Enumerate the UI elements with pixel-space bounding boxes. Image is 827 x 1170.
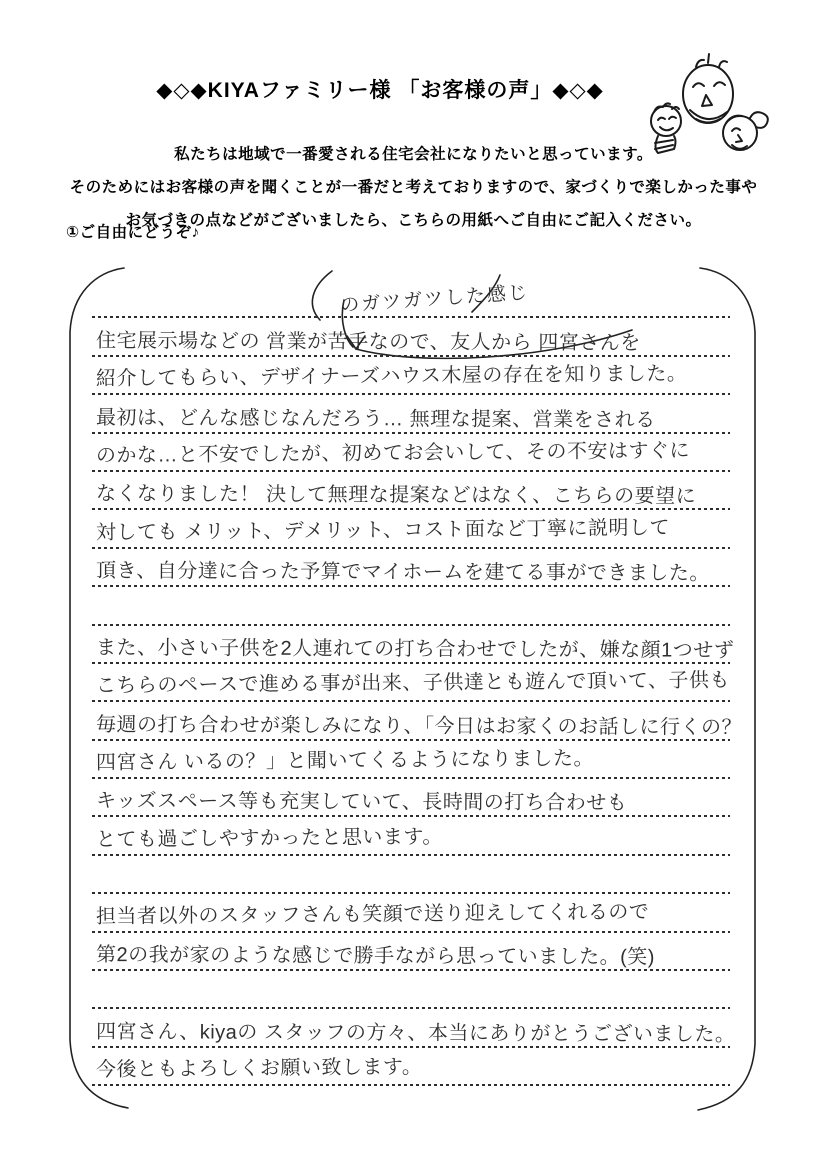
handwriting-text: 対しても メリット、デメリット、コスト面など丁寧に説明して [95, 516, 671, 544]
doodle-hair-bun [750, 112, 768, 128]
handwritten-line [92, 702, 743, 740]
intro-line-2: そのためにはお客様の声を聞くことが一番だと考えておりますので、家づくりで楽しかった事や [69, 179, 758, 196]
free-entry-prompt: ①ご自由にどうぞ♪ [66, 224, 200, 241]
handwriting-text: 頂き、自分達に合った予算でマイホームを建てる事ができました。 [96, 560, 710, 585]
handwriting-text: 今後ともよろしくお願い致します。 [95, 1056, 423, 1082]
handwritten-line [92, 1009, 736, 1047]
handwriting-text: キッズスペース等も充実していて、長時間の打ち合わせも [96, 790, 628, 815]
handwritten-line [92, 587, 730, 625]
handwriting-text: 住宅展示場などの 営業が苦手なので、友人から 四宮さんを [96, 329, 641, 355]
handwritten-line [92, 971, 730, 1009]
doodle-eye [669, 117, 676, 119]
doodle-eye [658, 118, 665, 120]
handwritten-line [92, 779, 730, 817]
handwriting-text: 四宮さん、kiyaの スタッフの方々、本当にありがとうございました。 [96, 1020, 736, 1046]
handwriting-text: 担当者以外のスタッフさんも笑顔で送り迎えしてくれるので [95, 900, 650, 928]
handwriting-text: なくなりました！ 決して無理な提案などはなく、こちらの要望に [96, 483, 697, 508]
doodle-eye [732, 128, 740, 131]
handwriting-text: のかな…と不安でしたが、初めてお会いして、その不安はすぐに [95, 439, 691, 467]
handwriting-text: 毎週の打ち合わせが楽しみになり、「今日はお家くのお話しに行くの？ [96, 713, 743, 739]
handwritten-line [92, 280, 730, 318]
handwriting-text: とても過ごしやすかったと思います。 [95, 825, 443, 851]
handwriting-text: 最初は、どんな感じなんだろう… 無理な提案、営業をされる [96, 406, 656, 432]
doodle-hair [708, 54, 709, 63]
doodle-mouth [660, 127, 673, 130]
doodle-nose [702, 95, 712, 106]
handwriting-text: 第2の我が家のような感じで勝手ながら思っていました。(笑) [96, 944, 656, 969]
handwritten-line [92, 318, 730, 356]
page-title: ◆◇◆KIYAファミリー様 「お客様の声」◆◇◆ [156, 79, 604, 102]
doodle-eye [693, 83, 704, 87]
handwritten-line [92, 1048, 730, 1086]
doodle-hair [719, 61, 727, 67]
handwritten-line [92, 395, 730, 433]
handwritten-line [92, 472, 730, 510]
doodle-stripe [655, 140, 673, 143]
handwritten-line [92, 549, 730, 587]
handwriting-text: こちらのペースで進める事が出来、子供達とも遊んで頂いて、子供も [95, 669, 731, 698]
doodle-eye [714, 82, 725, 86]
insertion-annotation: のガツガツした感じ [339, 282, 530, 317]
intro-line-3: お気づきの点などがございましたら、こちらの用紙へご自由にご記入ください。 [125, 212, 702, 229]
handwritten-line [92, 741, 730, 779]
handwritten-line [92, 357, 730, 395]
ruled-sheet [92, 280, 743, 1086]
handwritten-line [92, 856, 730, 894]
handwritten-line [92, 510, 730, 548]
intro-line-1: 私たちは地域で一番愛される住宅会社になりたいと思っています。 [174, 146, 653, 163]
handwritten-line [92, 817, 730, 855]
handwritten-line [92, 434, 730, 472]
handwriting-text: また、小さい子供を2人連れての打ち合わせでしたが、嫌な顔1つせず [96, 636, 735, 662]
handwritten-line [92, 664, 730, 702]
handwritten-line [92, 894, 730, 932]
handwriting-text: 紹介してもらい、デザイナーズハウス木屋の存在を知りました。 [95, 363, 688, 391]
doodle-nose [736, 135, 742, 142]
handwritten-line [92, 626, 735, 664]
handwriting-text: 四宮さん いるの？」と聞いてくるようになりました。 [95, 747, 595, 775]
handwritten-line [92, 933, 730, 971]
